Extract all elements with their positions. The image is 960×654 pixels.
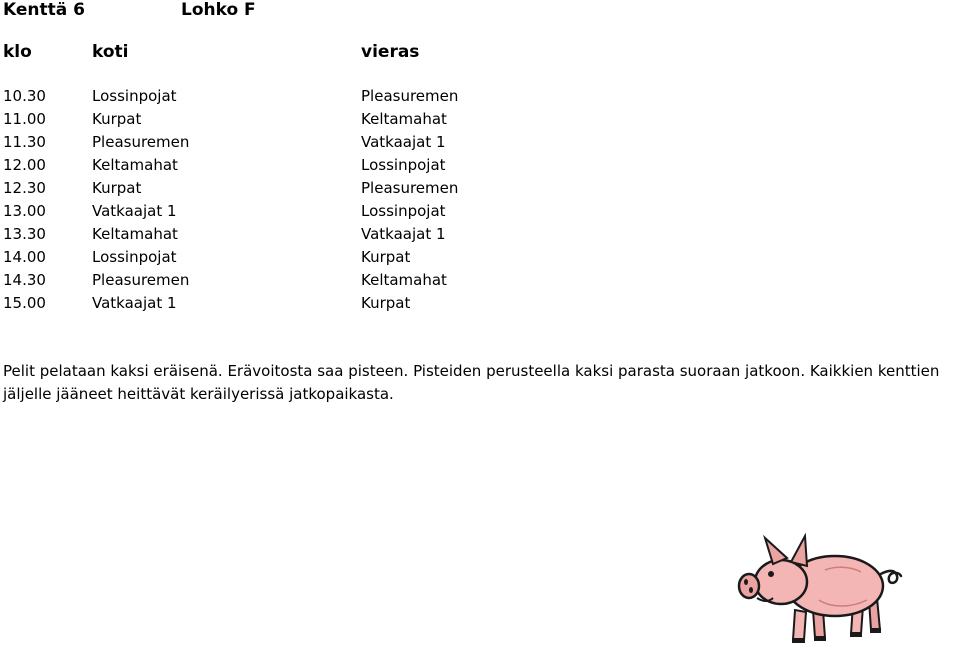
home-team: Keltamahat: [92, 225, 178, 243]
away-team: Kurpat: [361, 248, 411, 266]
home-team: Vatkaajat 1: [92, 202, 177, 220]
home-team: Kurpat: [92, 110, 142, 128]
home-team: Pleasuremen: [92, 133, 190, 151]
match-row: [0, 154, 700, 177]
rules-note: [3, 360, 960, 406]
home-team: Vatkaajat 1: [92, 294, 177, 312]
away-team: Vatkaajat 1: [361, 133, 446, 151]
away-team: Vatkaajat 1: [361, 225, 446, 243]
match-time: 14.30: [3, 271, 46, 289]
match-schedule: [0, 85, 700, 315]
match-row: [0, 177, 700, 200]
match-row: [0, 108, 700, 131]
match-row: [0, 200, 700, 223]
match-time: 13.30: [3, 225, 46, 243]
away-team: Lossinpojat: [361, 156, 446, 174]
away-team: Lossinpojat: [361, 202, 446, 220]
match-row: [0, 223, 700, 246]
away-team: Kurpat: [361, 294, 411, 312]
away-team: Keltamahat: [361, 271, 447, 289]
away-team: Pleasuremen: [361, 179, 459, 197]
match-time: 10.30: [3, 87, 46, 105]
home-team: Lossinpojat: [92, 248, 177, 266]
match-row: [0, 85, 700, 108]
match-time: 12.00: [3, 156, 46, 174]
rules-note-line: jäljelle jääneet heittävät keräilyerissä jatkopaikasta.: [3, 385, 394, 403]
match-time: 11.30: [3, 133, 46, 151]
pig-illustration: [735, 530, 905, 648]
match-time: 15.00: [3, 294, 46, 312]
group-title: Lohko F: [181, 0, 256, 20]
match-time: 12.30: [3, 179, 46, 197]
home-column-header: koti: [92, 42, 129, 62]
home-team: Kurpat: [92, 179, 142, 197]
home-team: Pleasuremen: [92, 271, 190, 289]
match-row: [0, 292, 700, 315]
match-row: [0, 131, 700, 154]
away-team: Pleasuremen: [361, 87, 459, 105]
field-title: Kenttä 6: [3, 0, 85, 20]
away-column-header: vieras: [361, 42, 420, 62]
home-team: Lossinpojat: [92, 87, 177, 105]
match-time: 13.00: [3, 202, 46, 220]
rules-note-line: Pelit pelataan kaksi eräisenä. Erävoitosta saa pisteen. Pisteiden perusteella kaksi parasta suoraan jatkoon. Kaikkien kenttien: [3, 362, 940, 380]
match-time: 14.00: [3, 248, 46, 266]
match-row: [0, 246, 700, 269]
match-row: [0, 269, 700, 292]
time-column-header: klo: [3, 42, 32, 62]
away-team: Keltamahat: [361, 110, 447, 128]
match-time: 11.00: [3, 110, 46, 128]
home-team: Keltamahat: [92, 156, 178, 174]
